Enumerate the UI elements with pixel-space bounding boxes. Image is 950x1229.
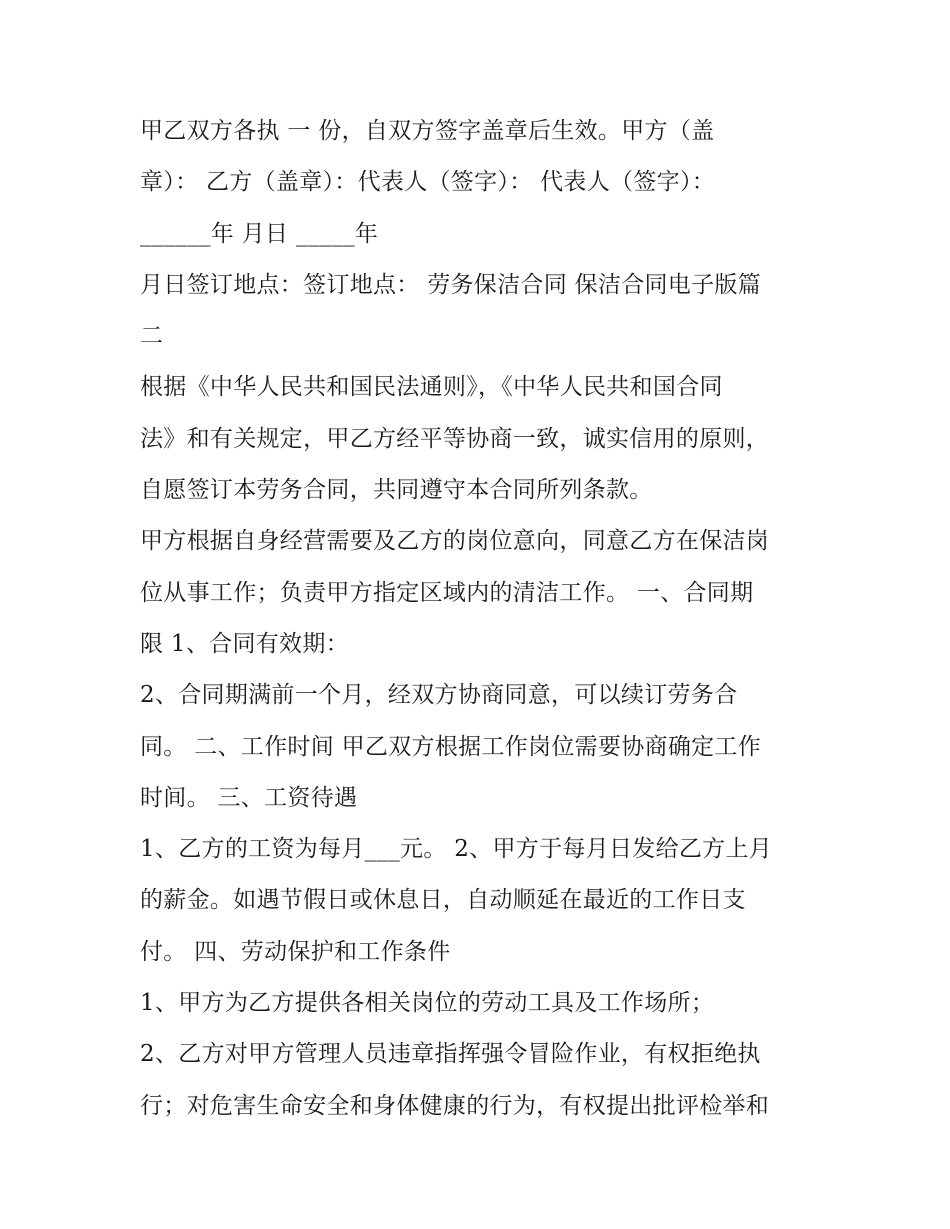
text-line: 1、乙方的工资为每月___元。 2、甲方于每月日发给乙方上月 [140,836,773,863]
text-line: 月日签订地点：签订地点： 劳务保洁合同 保洁合同电子版篇 [140,271,762,298]
text-line: 根据《中华人民共和国民法通则》，《中华人民共和国合同 [140,374,723,401]
text-line: 2、乙方对甲方管理人员违章指挥强令冒险作业，有权拒绝执 [140,1041,761,1068]
text-line: 限 1、合同有效期： [140,630,349,657]
text-line: 行；对危害生命安全和身体健康的行为，有权提出批评检举和 [140,1092,770,1119]
text-line: 法》和有关规定，甲乙方经平等协商一致，诚实信用的原则， [140,425,770,452]
text-line: 甲方根据自身经营需要及乙方的岗位意向，同意乙方在保洁岗 [140,528,770,555]
text-line: 章）： 乙方（盖章）：代表人（签字）： 代表人（签字）： [140,169,716,196]
text-line: 二 [140,323,164,350]
text-line: 甲乙双方各执 一 份，自双方签字盖章后生效。甲方（盖 [140,118,715,144]
text-line: 2、合同期满前一个月，经双方协商同意，可以续订劳务合 [140,682,738,709]
text-line: 时间。 三、工资待遇 [140,784,358,811]
text-line: 付。 四、劳动保护和工作条件 [140,938,451,965]
text-line: 的薪金。如遇节假日或休息日，自动顺延在最近的工作日支 [140,887,746,914]
text-line: 位从事工作；负责甲方指定区域内的清洁工作。 一、合同期 [140,579,754,606]
text-line: 同。 二、工作时间 甲乙双方根据工作岗位需要协商确定工作 [140,733,762,760]
text-line: ______年 月日 _____年 [140,220,379,247]
document-body [140,106,820,1132]
text-line: 自愿签订本劳务合同，共同遵守本合同所列条款。 [140,477,653,504]
text-line: 1、甲方为乙方提供各相关岗位的劳动工具及工作场所； [140,990,715,1017]
